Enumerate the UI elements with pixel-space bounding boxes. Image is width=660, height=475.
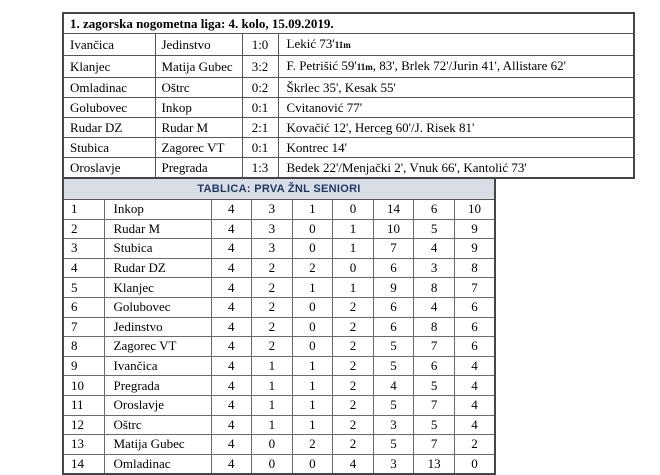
stat-cell: 4 xyxy=(373,376,414,396)
results-table-body xyxy=(63,13,634,178)
standings-row xyxy=(63,278,495,298)
standings-title: TABLICA: PRVA ŽNL SENIORI xyxy=(63,178,495,200)
scorers-cell: Lekić 73'11m xyxy=(278,34,634,56)
stat-cell: 1 xyxy=(252,376,293,396)
standings-row xyxy=(63,415,495,435)
team-cell: Klanjec xyxy=(104,278,211,298)
team-cell: Ivančica xyxy=(104,356,211,376)
score-cell: 0:1 xyxy=(242,98,278,118)
stat-cell: 2 xyxy=(454,435,495,455)
position-cell: 7 xyxy=(63,317,104,337)
stat-cell: 4 xyxy=(211,200,252,220)
stat-cell: 1 xyxy=(333,219,374,239)
standings-row xyxy=(63,200,495,220)
stat-cell: 14 xyxy=(373,200,414,220)
stat-cell: 0 xyxy=(252,454,293,474)
standings-row xyxy=(63,395,495,415)
stat-cell: 2 xyxy=(333,317,374,337)
result-row xyxy=(63,158,634,179)
stat-cell: 9 xyxy=(454,219,495,239)
standings-row xyxy=(63,376,495,396)
stat-cell: 9 xyxy=(454,239,495,259)
results-title: 1. zagorska nogometna liga: 4. kolo, 15.09.2019. xyxy=(63,13,634,34)
standings-row xyxy=(63,219,495,239)
stat-cell: 1 xyxy=(333,239,374,259)
penalty-marker: 11m xyxy=(356,62,373,72)
stat-cell: 6 xyxy=(373,317,414,337)
away-team-cell: Inkop xyxy=(155,98,242,118)
position-cell: 3 xyxy=(63,239,104,259)
team-cell: Rudar M xyxy=(104,219,211,239)
position-cell: 12 xyxy=(63,415,104,435)
stat-cell: 6 xyxy=(454,317,495,337)
stat-cell: 5 xyxy=(373,395,414,415)
position-cell: 14 xyxy=(63,454,104,474)
stat-cell: 6 xyxy=(414,356,455,376)
stat-cell: 4 xyxy=(414,239,455,259)
stat-cell: 0 xyxy=(292,317,333,337)
result-row xyxy=(63,118,634,138)
stat-cell: 1 xyxy=(292,376,333,396)
stat-cell: 13 xyxy=(414,454,455,474)
stat-cell: 5 xyxy=(414,415,455,435)
away-team-cell: Matija Gubec xyxy=(155,56,242,78)
home-team-cell: Golubovec xyxy=(63,98,155,118)
away-team-cell: Pregrada xyxy=(155,158,242,179)
away-team-cell: Rudar M xyxy=(155,118,242,138)
standings-row xyxy=(63,454,495,474)
stat-cell: 7 xyxy=(414,435,455,455)
stat-cell: 2 xyxy=(252,278,293,298)
position-cell: 11 xyxy=(63,395,104,415)
stat-cell: 5 xyxy=(414,219,455,239)
stat-cell: 10 xyxy=(373,219,414,239)
stat-cell: 4 xyxy=(454,356,495,376)
scorers-cell: Kovačić 12', Herceg 60'/J. Risek 81' xyxy=(278,118,634,138)
team-cell: Inkop xyxy=(104,200,211,220)
stat-cell: 1 xyxy=(252,395,293,415)
stat-cell: 2 xyxy=(333,337,374,357)
stat-cell: 6 xyxy=(373,258,414,278)
stat-cell: 5 xyxy=(373,435,414,455)
stat-cell: 0 xyxy=(292,219,333,239)
stat-cell: 6 xyxy=(414,200,455,220)
stat-cell: 8 xyxy=(454,258,495,278)
standings-row xyxy=(63,356,495,376)
stat-cell: 4 xyxy=(211,239,252,259)
team-cell: Oštrc xyxy=(104,415,211,435)
position-cell: 5 xyxy=(63,278,104,298)
team-cell: Golubovec xyxy=(104,297,211,317)
team-cell: Zagorec VT xyxy=(104,337,211,357)
results-table xyxy=(62,12,635,179)
stat-cell: 4 xyxy=(211,376,252,396)
score-cell: 3:2 xyxy=(242,56,278,78)
stat-cell: 7 xyxy=(414,337,455,357)
stat-cell: 6 xyxy=(454,337,495,357)
position-cell: 13 xyxy=(63,435,104,455)
stat-cell: 2 xyxy=(252,337,293,357)
stat-cell: 7 xyxy=(414,395,455,415)
stat-cell: 1 xyxy=(292,356,333,376)
home-team-cell: Ivančica xyxy=(63,34,155,56)
stat-cell: 3 xyxy=(373,454,414,474)
team-cell: Stubica xyxy=(104,239,211,259)
away-team-cell: Jedinstvo xyxy=(155,34,242,56)
stat-cell: 2 xyxy=(252,317,293,337)
stat-cell: 3 xyxy=(252,239,293,259)
home-team-cell: Stubica xyxy=(63,138,155,158)
position-cell: 9 xyxy=(63,356,104,376)
stat-cell: 2 xyxy=(252,297,293,317)
home-team-cell: Oroslavje xyxy=(63,158,155,179)
score-cell: 2:1 xyxy=(242,118,278,138)
stat-cell: 6 xyxy=(454,297,495,317)
stat-cell: 4 xyxy=(211,337,252,357)
stat-cell: 6 xyxy=(373,297,414,317)
standings-table xyxy=(62,177,496,475)
stat-cell: 1 xyxy=(292,415,333,435)
away-team-cell: Zagorec VT xyxy=(155,138,242,158)
position-cell: 1 xyxy=(63,200,104,220)
stat-cell: 1 xyxy=(252,356,293,376)
result-row xyxy=(63,78,634,98)
stat-cell: 4 xyxy=(211,395,252,415)
standings-row xyxy=(63,337,495,357)
standings-table-body xyxy=(63,178,495,474)
score-cell: 0:2 xyxy=(242,78,278,98)
stat-cell: 4 xyxy=(211,435,252,455)
stat-cell: 0 xyxy=(333,200,374,220)
team-cell: Oroslavje xyxy=(104,395,211,415)
stat-cell: 3 xyxy=(252,200,293,220)
team-cell: Pregrada xyxy=(104,376,211,396)
stat-cell: 4 xyxy=(211,317,252,337)
stat-cell: 8 xyxy=(414,278,455,298)
stat-cell: 4 xyxy=(211,454,252,474)
stat-cell: 2 xyxy=(333,356,374,376)
position-cell: 6 xyxy=(63,297,104,317)
team-cell: Omladinac xyxy=(104,454,211,474)
scorers-cell: Bedek 22'/Menjački 2', Vnuk 66', Kantolić 73' xyxy=(278,158,634,179)
stat-cell: 0 xyxy=(292,239,333,259)
stat-cell: 2 xyxy=(333,395,374,415)
stat-cell: 9 xyxy=(373,278,414,298)
scorers-cell: F. Petrišić 59'11m, 83', Brlek 72'/Jurin 41', Allistare 62' xyxy=(278,56,634,78)
stat-cell: 4 xyxy=(454,395,495,415)
away-team-cell: Oštrc xyxy=(155,78,242,98)
scorers-cell: Škrlec 35', Kesak 55' xyxy=(278,78,634,98)
stat-cell: 0 xyxy=(252,435,293,455)
stat-cell: 2 xyxy=(292,258,333,278)
home-team-cell: Rudar DZ xyxy=(63,118,155,138)
result-row xyxy=(63,56,634,78)
stat-cell: 3 xyxy=(414,258,455,278)
stat-cell: 0 xyxy=(292,297,333,317)
scorers-cell: Cvitanović 77' xyxy=(278,98,634,118)
stat-cell: 1 xyxy=(292,200,333,220)
stat-cell: 1 xyxy=(252,415,293,435)
penalty-marker: 11m xyxy=(334,40,351,50)
stat-cell: 2 xyxy=(333,435,374,455)
stat-cell: 1 xyxy=(333,278,374,298)
results-title-row xyxy=(63,13,634,34)
stat-cell: 4 xyxy=(454,415,495,435)
stat-cell: 2 xyxy=(333,415,374,435)
position-cell: 8 xyxy=(63,337,104,357)
position-cell: 4 xyxy=(63,258,104,278)
team-cell: Rudar DZ xyxy=(104,258,211,278)
stat-cell: 4 xyxy=(211,356,252,376)
standings-title-row xyxy=(63,178,495,200)
standings-row xyxy=(63,435,495,455)
score-cell: 0:1 xyxy=(242,138,278,158)
stat-cell: 1 xyxy=(292,395,333,415)
stat-cell: 10 xyxy=(454,200,495,220)
standings-row xyxy=(63,297,495,317)
score-cell: 1:3 xyxy=(242,158,278,179)
stat-cell: 4 xyxy=(333,454,374,474)
stat-cell: 4 xyxy=(211,258,252,278)
stat-cell: 2 xyxy=(252,258,293,278)
stat-cell: 1 xyxy=(292,278,333,298)
stat-cell: 8 xyxy=(414,317,455,337)
stat-cell: 2 xyxy=(292,435,333,455)
stat-cell: 0 xyxy=(454,454,495,474)
position-cell: 10 xyxy=(63,376,104,396)
stat-cell: 2 xyxy=(333,376,374,396)
stat-cell: 4 xyxy=(414,297,455,317)
score-cell: 1:0 xyxy=(242,34,278,56)
home-team-cell: Omladinac xyxy=(63,78,155,98)
stat-cell: 0 xyxy=(292,454,333,474)
result-row xyxy=(63,34,634,56)
team-cell: Jedinstvo xyxy=(104,317,211,337)
stat-cell: 4 xyxy=(211,278,252,298)
scorers-cell: Kontrec 14' xyxy=(278,138,634,158)
stat-cell: 5 xyxy=(373,337,414,357)
result-row xyxy=(63,98,634,118)
standings-row xyxy=(63,317,495,337)
stat-cell: 5 xyxy=(373,356,414,376)
stat-cell: 0 xyxy=(292,337,333,357)
stat-cell: 0 xyxy=(333,258,374,278)
team-cell: Matija Gubec xyxy=(104,435,211,455)
stat-cell: 3 xyxy=(373,415,414,435)
home-team-cell: Klanjec xyxy=(63,56,155,78)
standings-row xyxy=(63,258,495,278)
stat-cell: 5 xyxy=(414,376,455,396)
stat-cell: 4 xyxy=(211,415,252,435)
result-row xyxy=(63,138,634,158)
stat-cell: 3 xyxy=(252,219,293,239)
stat-cell: 7 xyxy=(454,278,495,298)
stat-cell: 2 xyxy=(333,297,374,317)
position-cell: 2 xyxy=(63,219,104,239)
stat-cell: 4 xyxy=(454,376,495,396)
stat-cell: 4 xyxy=(211,297,252,317)
stat-cell: 7 xyxy=(373,239,414,259)
standings-row xyxy=(63,239,495,259)
stat-cell: 4 xyxy=(211,219,252,239)
